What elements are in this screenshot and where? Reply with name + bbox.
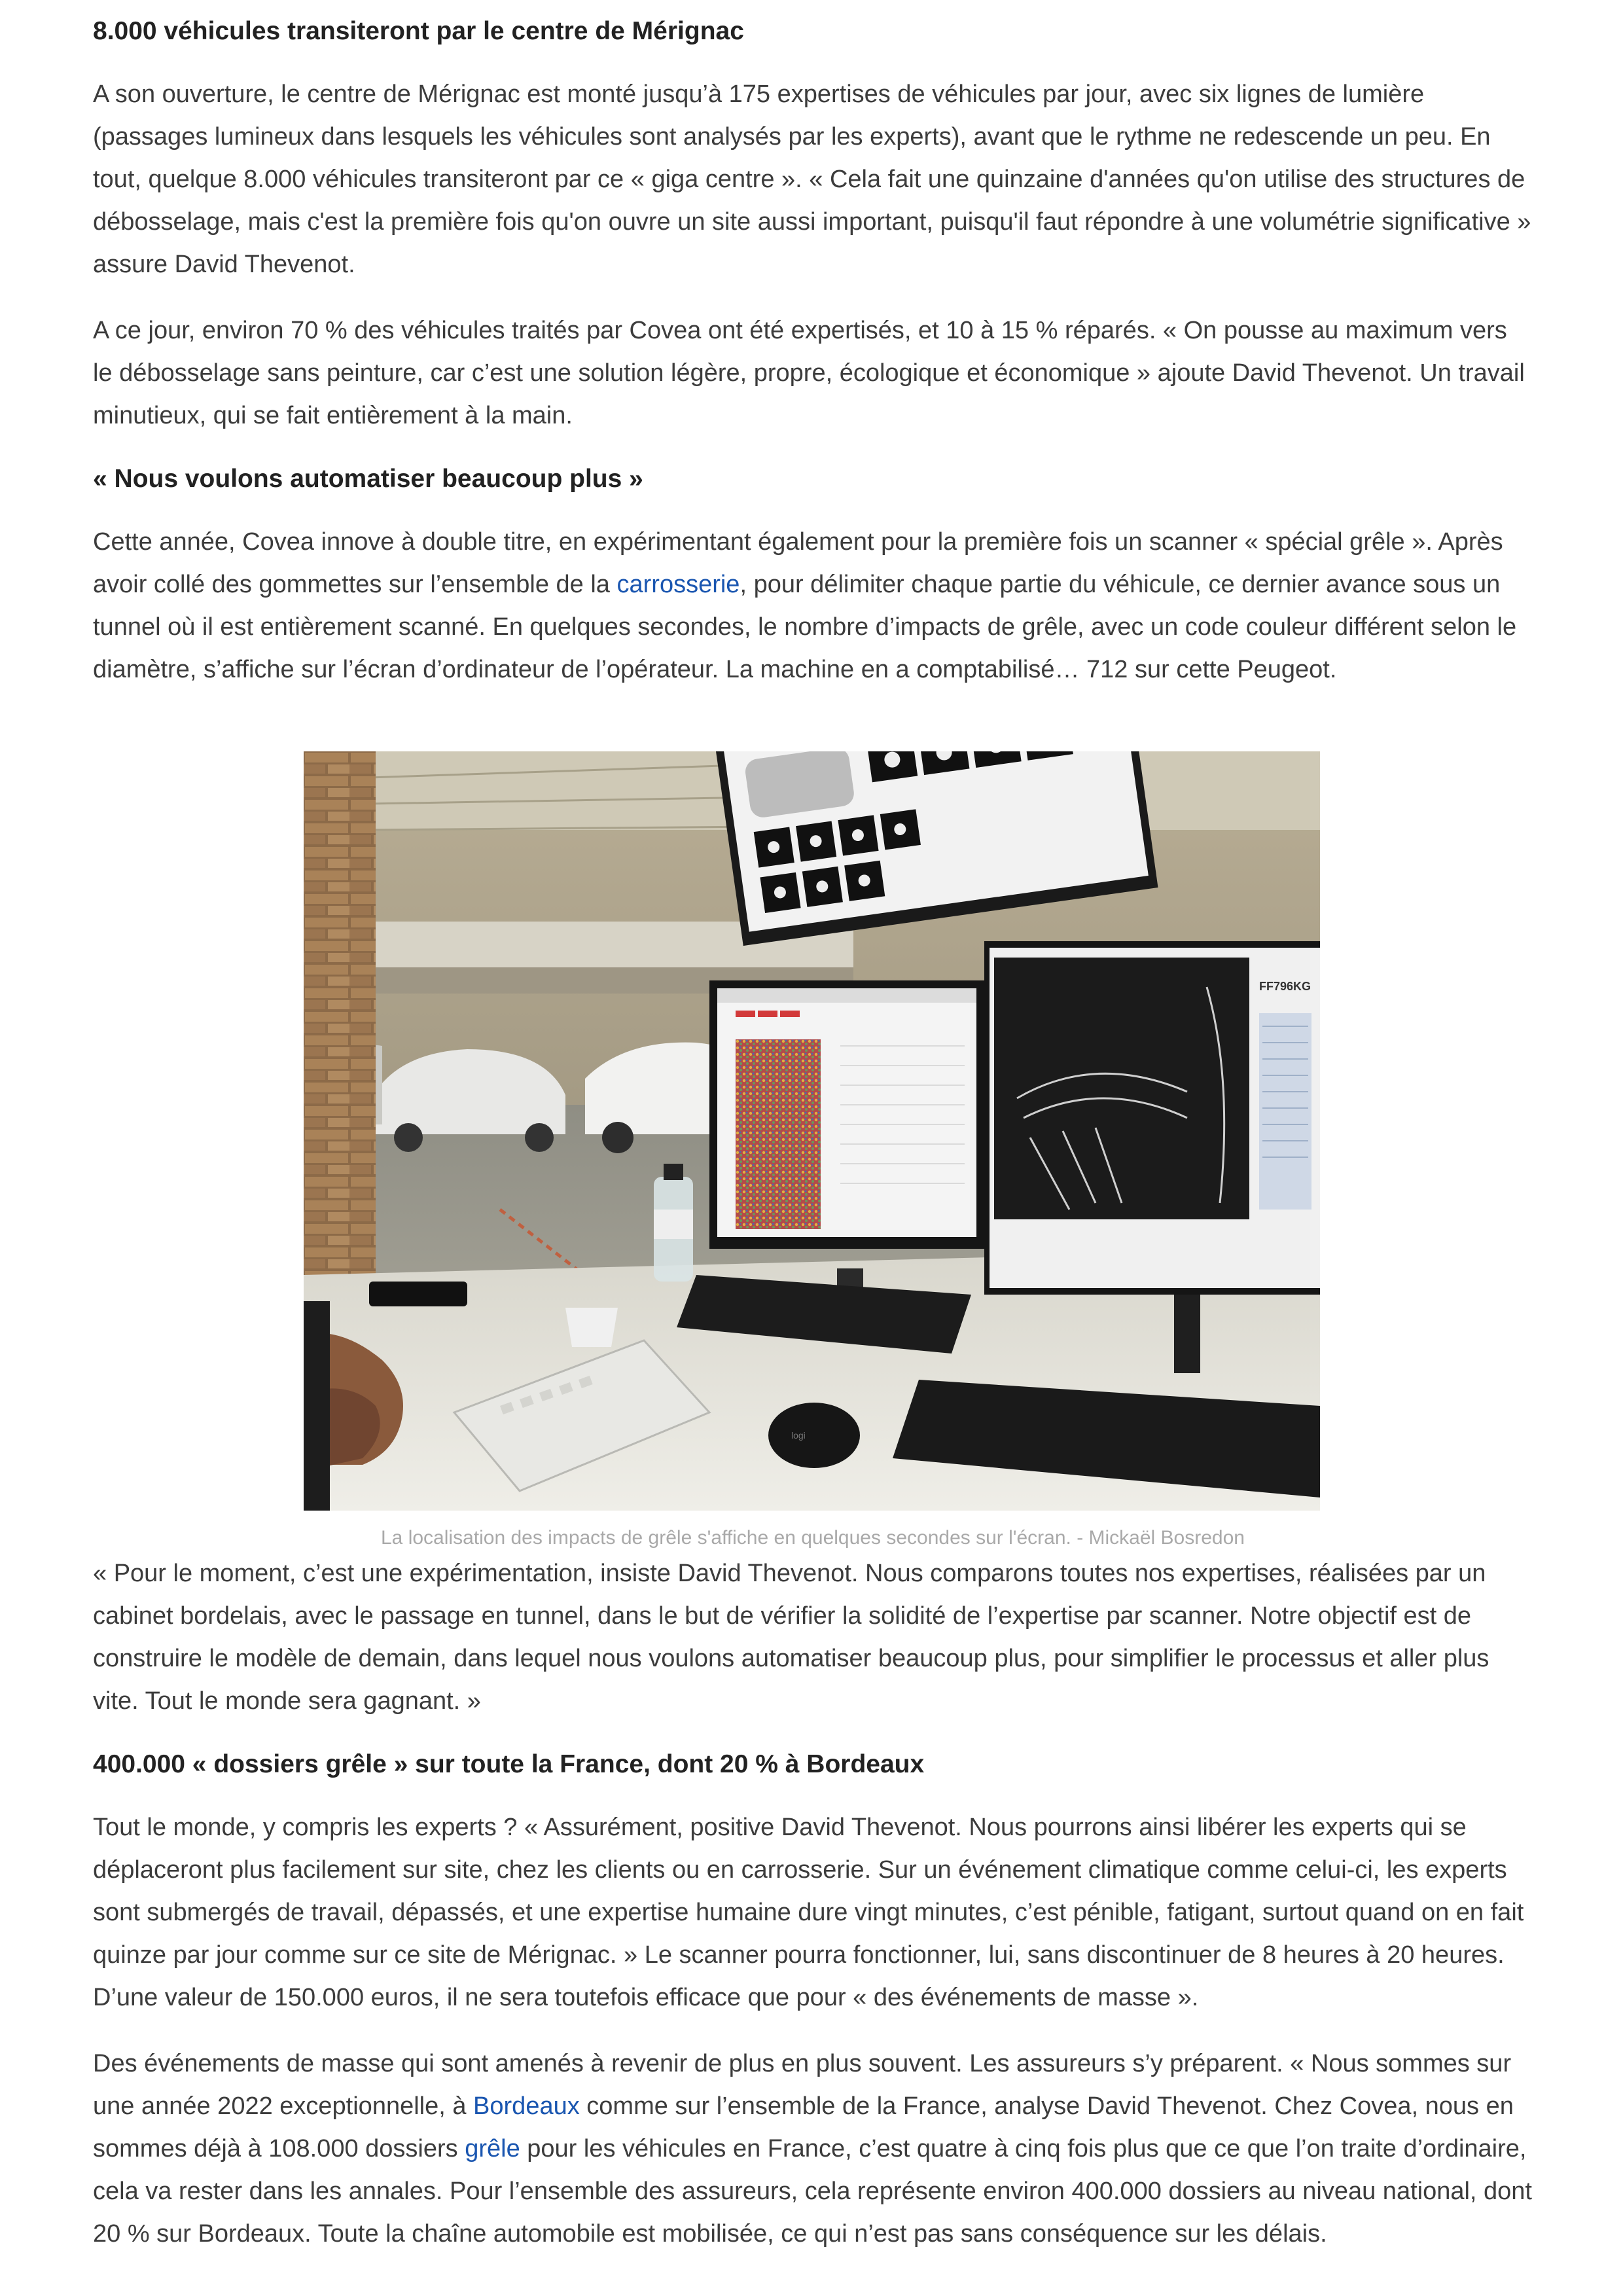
photo-figure	[93, 751, 1533, 1551]
photo-caption: La localisation des impacts de grêle s'affiche en quelques secondes sur l'écran. - Mickaël Bosredon	[381, 1527, 1245, 1549]
subheading-dossiers-grele: 400.000 « dossiers grêle » sur toute la France, dont 20 % à Bordeaux	[93, 1750, 925, 1778]
screen-plate-text: FF796KG	[1259, 980, 1311, 993]
text-segment: comme sur l’ensemble de la France, analyse David Thevenot. Chez Covea, nous en sommes déjà à 108.000 dossiers	[93, 2092, 1514, 2162]
article-body	[93, 13, 1533, 2279]
link-bordeaux[interactable]: Bordeaux	[473, 2092, 580, 2120]
photo-illustration	[304, 751, 1320, 1511]
paragraph-scanner	[93, 521, 1533, 691]
subheading-automatiser: « Nous voulons automatiser beaucoup plus »	[93, 465, 643, 493]
link-grele[interactable]: grêle	[465, 2135, 520, 2162]
mouse-logo-text: logi	[791, 1430, 806, 1441]
paragraph-experimentation: « Pour le moment, c’est une expérimentation, insiste David Thevenot. Nous comparons toutes nos expertises, réalisées par un cabinet bordelais, avec le passage en tunnel, dans le but de vérifier la solidité de l’expertise par scanner. Notre objectif est de construire le modèle de demain, dans lequel nous voulons automatiser beaucoup plus, pour simplifier le processus et aller plus vite. Tout le monde sera gagnant. »	[93, 1560, 1489, 1715]
text-segment: Des événements de masse qui sont amenés à revenir de plus en plus souvent. Les assureurs s’y préparent. « Nous sommes sur une année 2022 exceptionnelle, à	[93, 2050, 1512, 2120]
text-segment: pour les véhicules en France, c’est quatre à cinq fois plus que ce que l’on traite d’ordinaire, cela va rester dans les annales. Pour l’ensemble des assureurs, cela représente environ 400.000 dossiers au niveau national, dont 20 % sur Bordeaux. Toute la chaîne automobile est mobilisée, ce qui n’est pas sans conséquence sur les délais.	[93, 2135, 1532, 2248]
subheading-merignac: 8.000 véhicules transiteront par le centre de Mérignac	[93, 17, 744, 45]
paragraph-progress: A ce jour, environ 70 % des véhicules traités par Covea ont été expertisés, et 10 à 15 % réparés. « On pousse au maximum vers le débosselage sans peinture, car c’est une solution légère, propre, écologique et économique » ajoute David Thevenot. Un travail minutieux, qui se fait entièrement à la main.	[93, 317, 1525, 429]
text-segment: Cette année, Covea innove à double titre, en expérimentant également pour la première fois un scanner « spécial grêle ». Après avoir collé des gommettes sur l’ensemble de la	[93, 528, 1503, 598]
text-segment: , pour délimiter chaque partie du véhicule, ce dernier avance sous un tunnel où il est entièrement scanné. En quelques secondes, le nombre d’impacts de grêle, avec un code couleur différent selon le diamètre, s’affiche sur l’écran d’ordinateur de l’opérateur. La machine en a comptabilisé… 712 sur cette Peugeot.	[93, 571, 1517, 683]
paragraph-experts: Tout le monde, y compris les experts ? « Assurément, positive David Thevenot. Nous pourrons ainsi libérer les experts qui se déplaceront plus facilement sur site, chez les clients ou en carrosserie. Sur un événement climatique comme celui-ci, les experts sont submergés de travail, dépassés, et une expertise humaine dure vingt minutes, c’est pénible, fatigant, surtout quand on en fait quinze par jour comme sur ce site de Mérignac. » Le scanner pourra fonctionner, lui, sans discontinuer de 8 heures à 20 heures. D’une valeur de 150.000 euros, il ne sera toutefois efficace que pour « des événements de masse ».	[93, 1814, 1524, 2011]
paragraph-opening: A son ouverture, le centre de Mérignac est monté jusqu’à 175 expertises de véhicules par jour, avec six lignes de lumière (passages lumineux dans lesquels les véhicules sont analysés par les experts), avant que le rythme ne redescende un peu. En tout, quelque 8.000 véhicules transiteront par ce « giga centre ». « Cela fait une quinzaine d'années qu'on utilise des structures de débosselage, mais c'est la première fois qu'on ouvre un site aussi important, puisqu'il faut répondre à une volumétrie significative » assure David Thevenot.	[93, 81, 1531, 278]
photo-scanner-workstation	[304, 751, 1320, 1511]
link-carrosserie[interactable]: carrosserie	[616, 571, 740, 598]
paragraph-assureurs	[93, 2043, 1533, 2255]
